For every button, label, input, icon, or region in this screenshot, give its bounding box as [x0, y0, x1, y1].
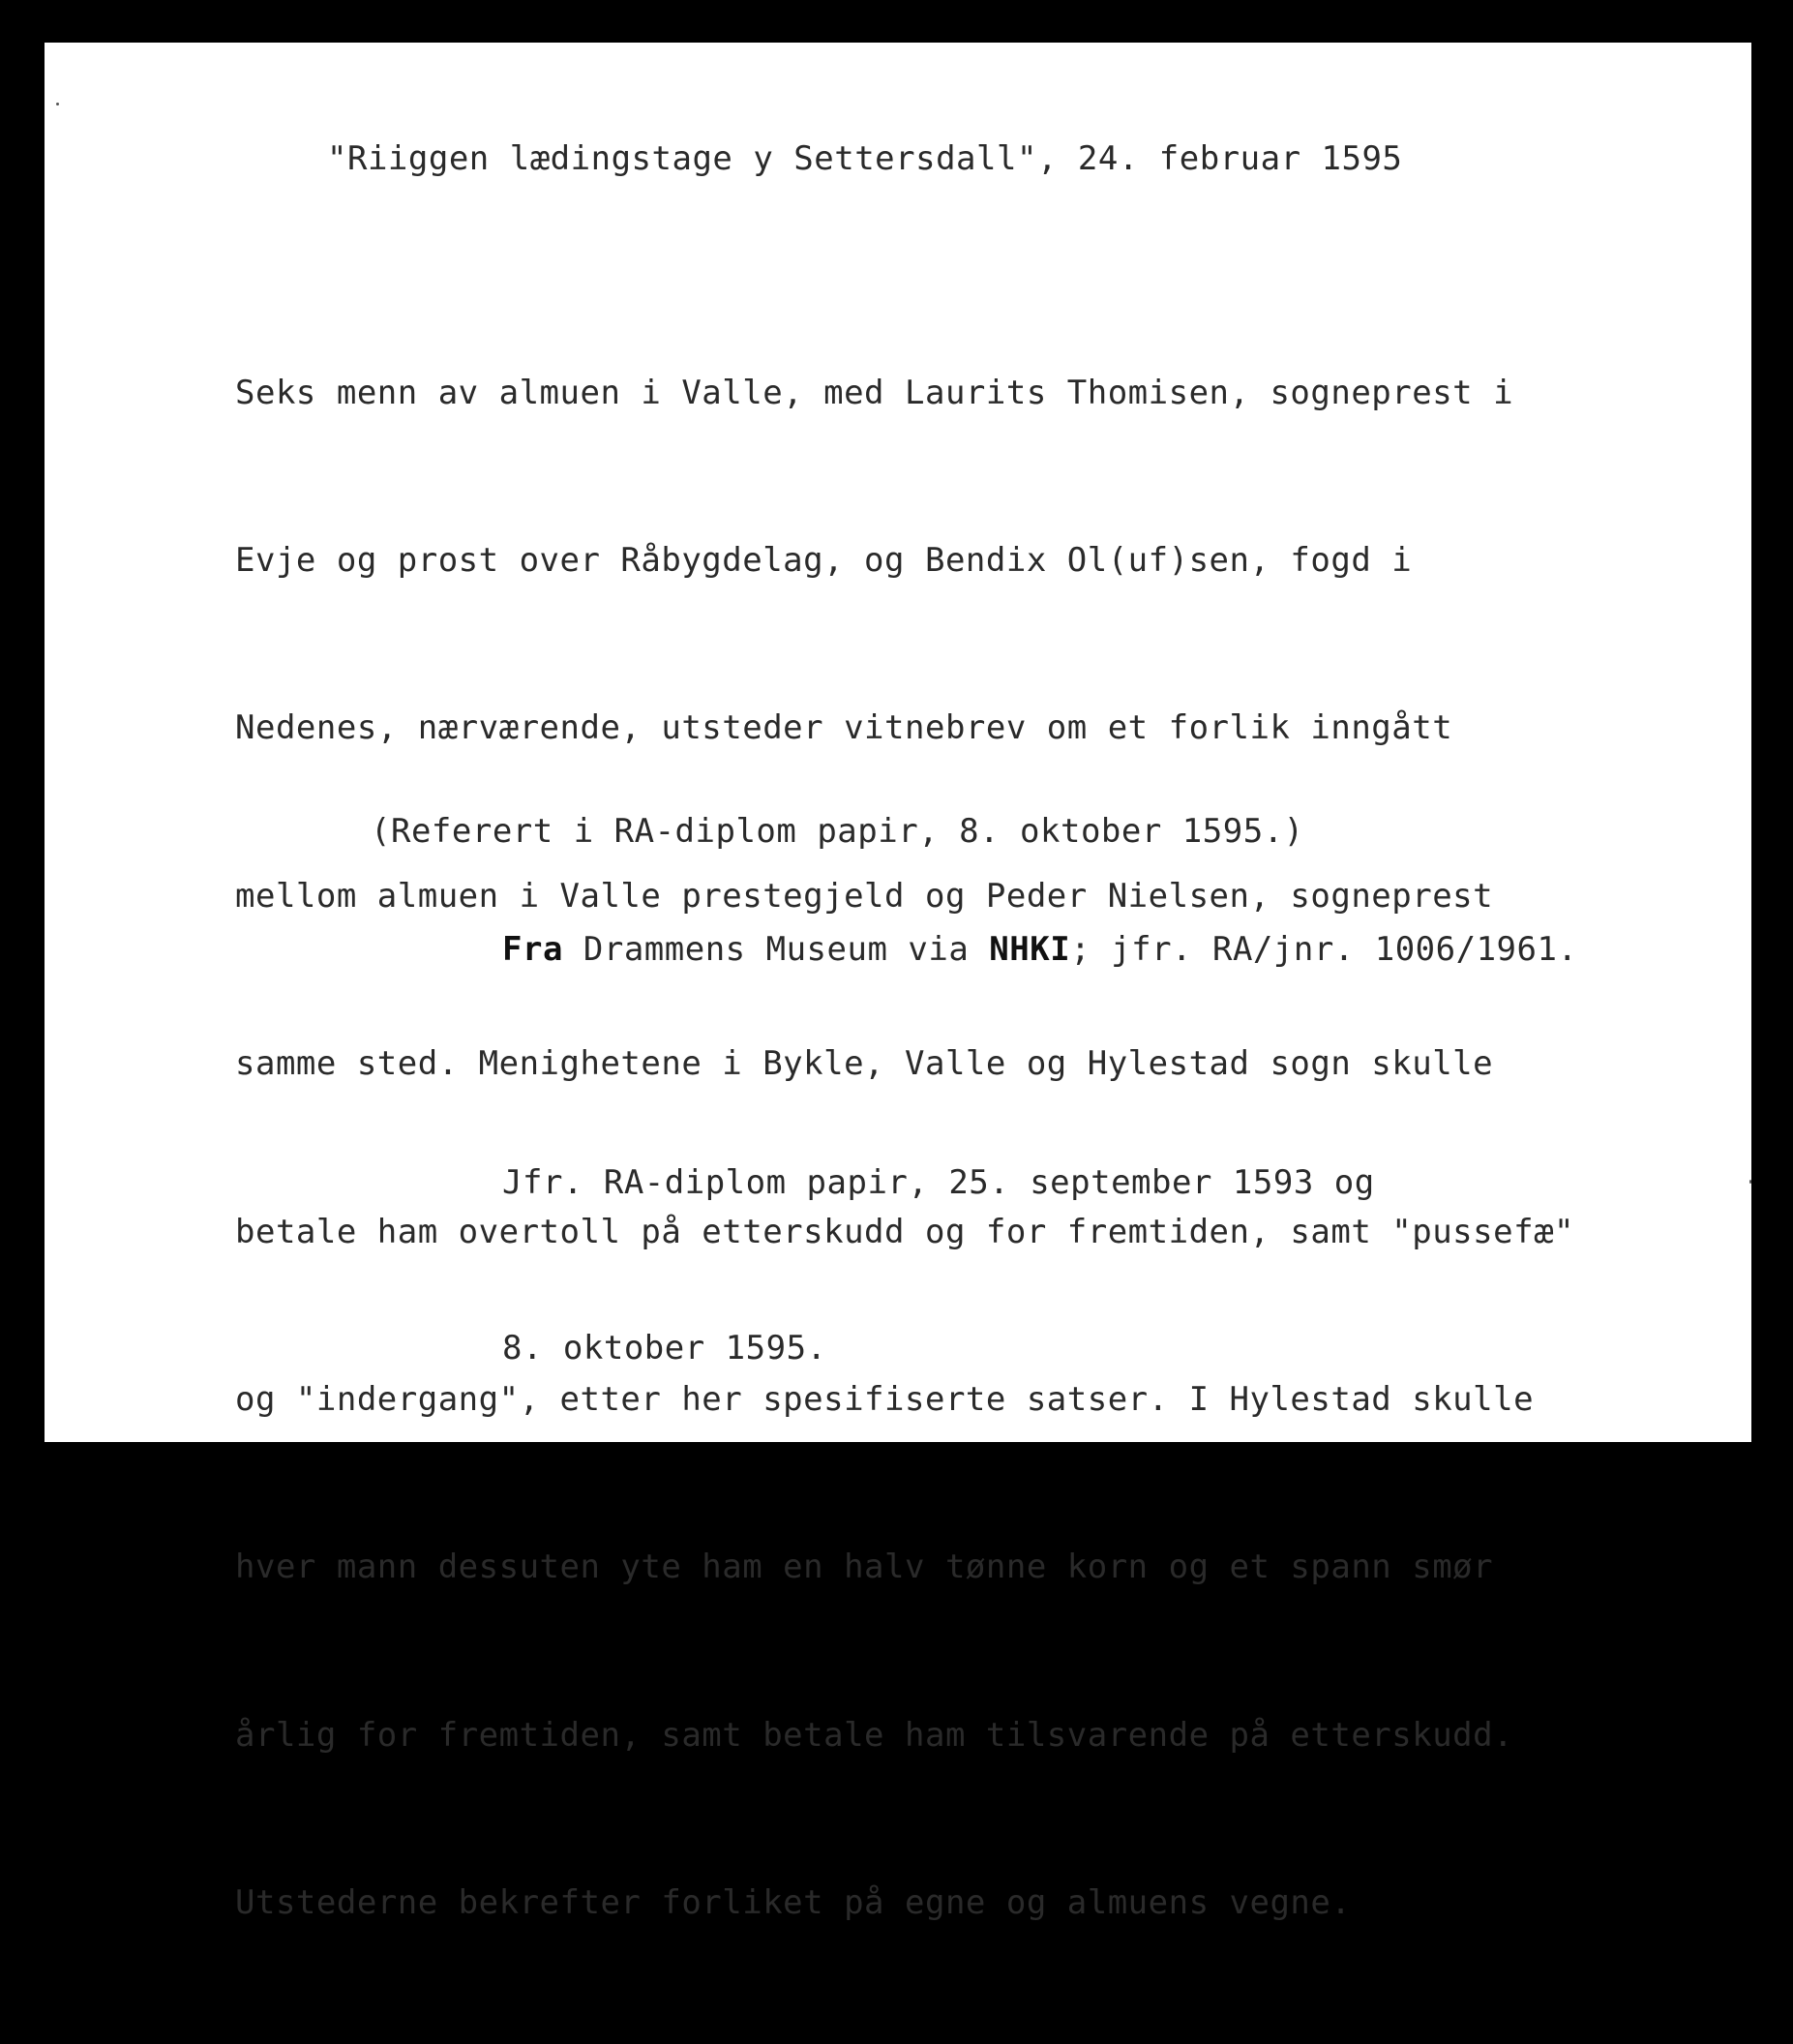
body-line: Nedenes, nærværende, utsteder vitnebrev om et forlik inngått: [235, 708, 1453, 748]
source-middle: Drammens Museum via: [562, 930, 990, 969]
cross-reference-line: Jfr. RA-diplom papir, 25. september 1593 og: [502, 1163, 1375, 1202]
source-prefix: Fra: [502, 930, 563, 969]
cross-reference: [502, 1045, 1375, 1487]
document-card: [45, 43, 1751, 1923]
reference-note: (Referert i RA-diplom papir, 8. oktober 1595.): [371, 812, 1304, 851]
body-line: Utstederne bekrefter forliket på egne og almuens vegne.: [235, 1883, 1352, 1923]
document-title: "Riiggen lædingstage y Settersdall", 24. februar 1595: [327, 139, 1403, 178]
body-line: og "indergang", etter her spesifiserte satser. I Hylestad skulle: [235, 1379, 1535, 1419]
paper-speck: [56, 103, 59, 105]
source-suffix: ; jfr. RA/jnr. 1006/1961.: [1070, 930, 1578, 969]
body-line: hver mann dessuten yte ham en halv tønne korn og et spann smør: [235, 1548, 1494, 1587]
source-institution: NHKI: [989, 930, 1071, 969]
body-line: årlig for fremtiden, samt betale ham tilsvarende på etterskudd.: [235, 1715, 1514, 1755]
body-line: samme sted. Menighetene i Bykle, Valle og Hylestad sogn skulle: [235, 1044, 1494, 1084]
body-line: Evje og prost over Råbygdelag, og Bendix Ol(uf)sen, fogd i: [235, 540, 1413, 580]
source-note: [502, 930, 1577, 969]
cross-reference-line: 8. oktober 1595.: [502, 1329, 827, 1368]
body-line: betale ham overtoll på etterskudd og for fremtiden, samt "pussefæ": [235, 1212, 1575, 1251]
body-line: mellom almuen i Valle prestegjeld og Peder Nielsen, sogneprest: [235, 876, 1494, 916]
body-line: Seks menn av almuen i Valle, med Laurits Thomisen, sogneprest i: [235, 373, 1514, 412]
paper-speck: [1749, 1180, 1751, 1184]
